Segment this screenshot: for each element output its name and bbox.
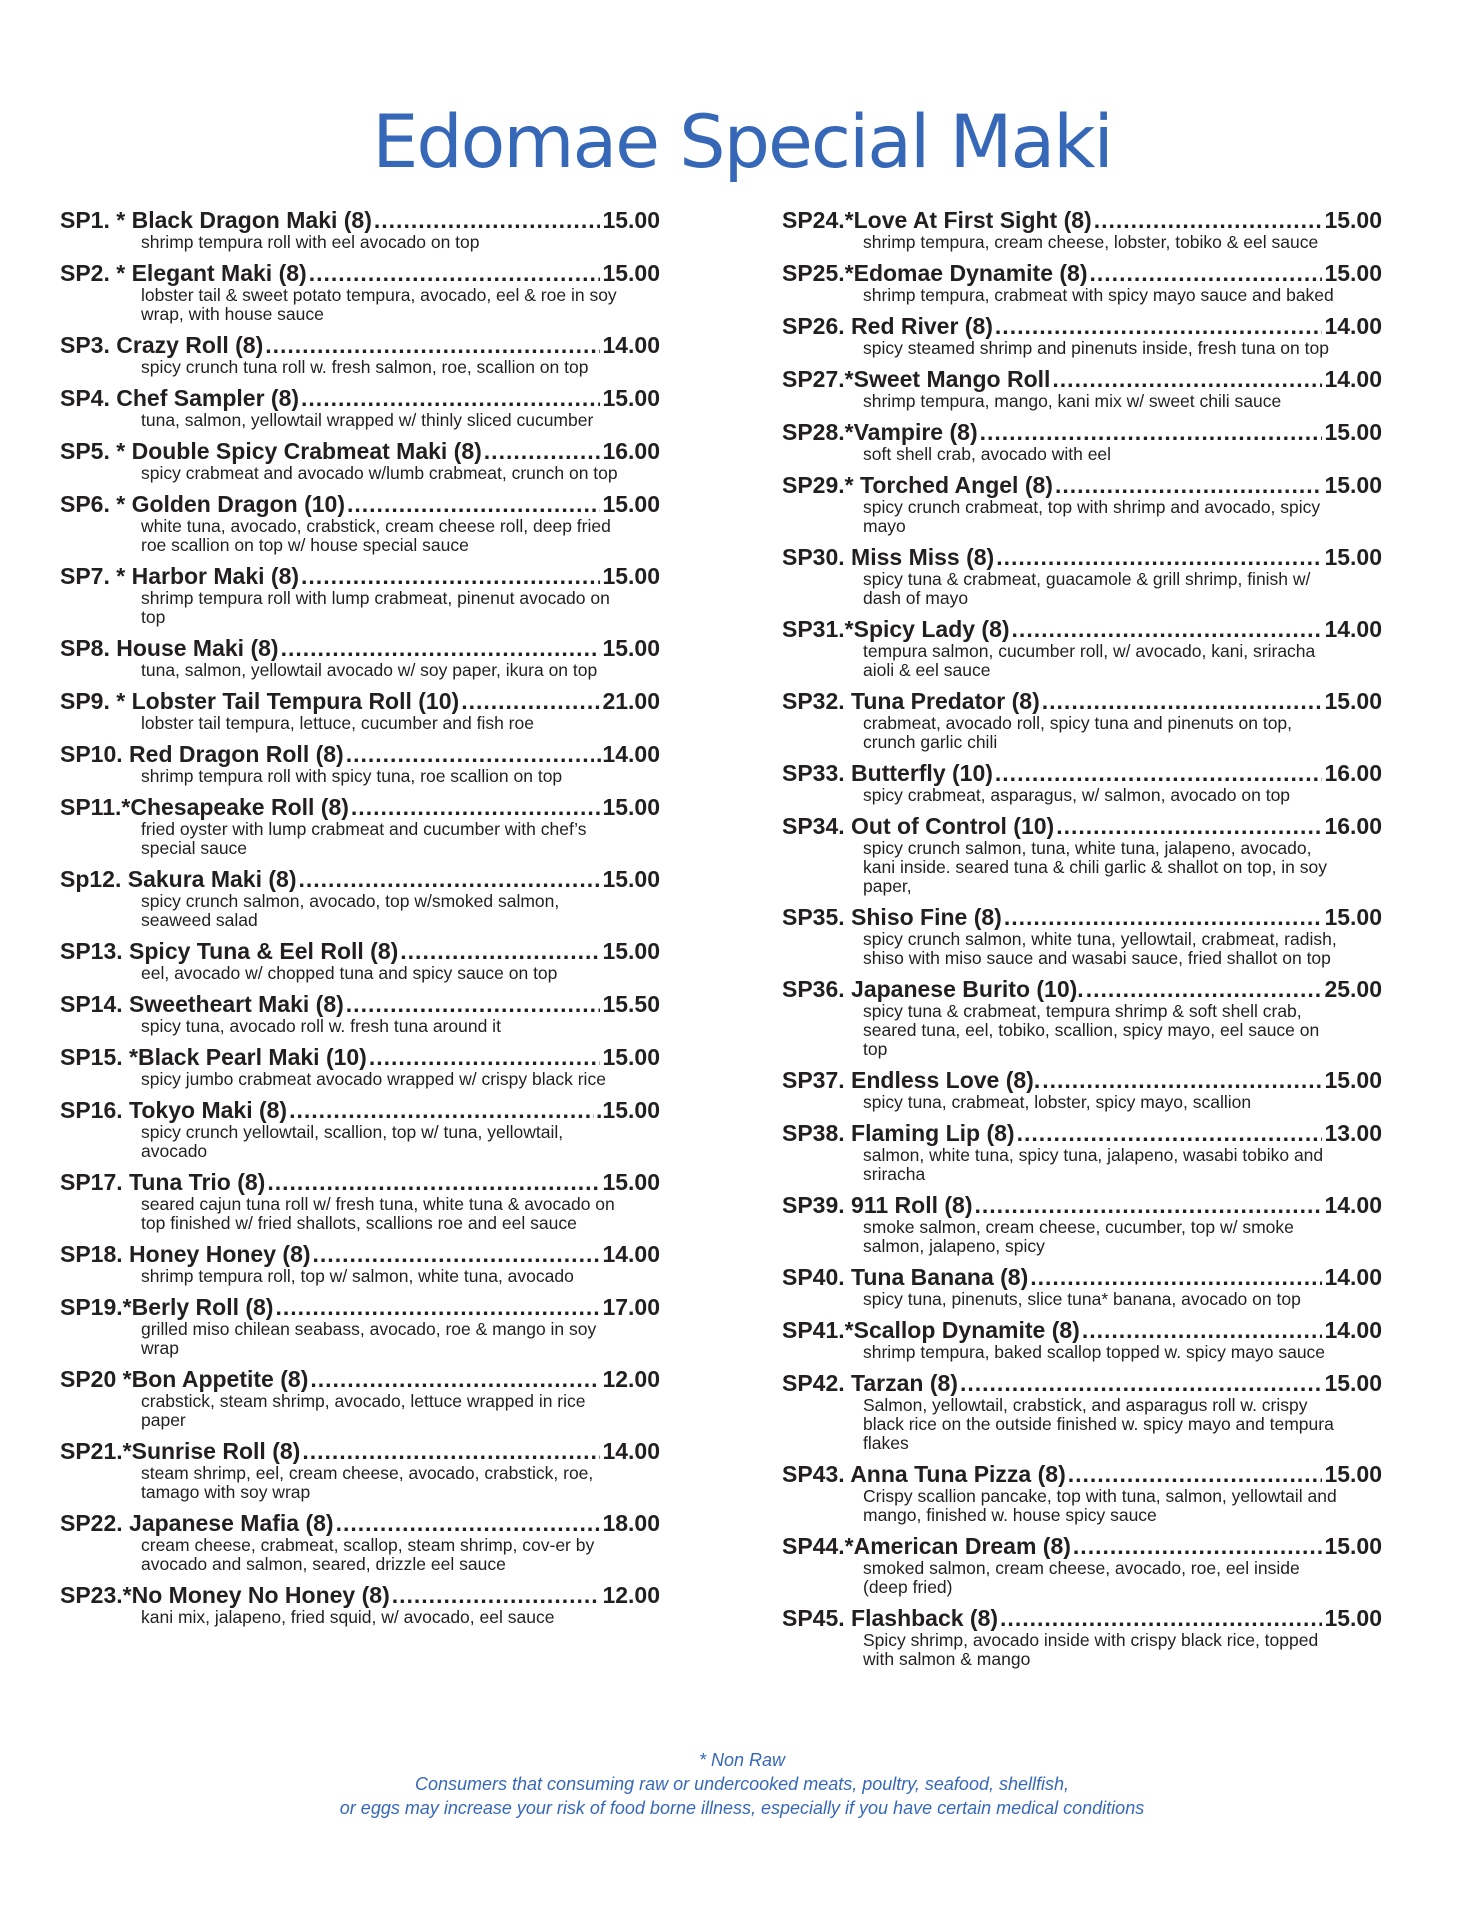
menu-item-name: SP37. Endless Love (8). bbox=[782, 1067, 1041, 1093]
menu-item-header bbox=[60, 491, 660, 517]
menu-item-name: SP11.*Chesapeake Roll (8) bbox=[60, 794, 349, 820]
menu-item-name: SP5. * Double Spicy Crabmeat Maki (8) bbox=[60, 438, 482, 464]
menu-item-price: 16.00 bbox=[602, 438, 660, 464]
menu-item bbox=[782, 1264, 1382, 1309]
menu-item-name: SP44.*American Dream (8) bbox=[782, 1533, 1071, 1559]
page-title: Edomae Special Maki bbox=[372, 100, 1112, 185]
menu-item bbox=[60, 1582, 660, 1627]
menu-item-name: SP16. Tokyo Maki (8) bbox=[60, 1097, 288, 1123]
menu-item-description: steam shrimp, eel, cream cheese, avocado, crabstick, roe, tamago with soy wrap bbox=[141, 1463, 594, 1502]
dot-leader bbox=[995, 313, 1323, 339]
menu-item bbox=[782, 207, 1382, 252]
menu-item-price: 14.00 bbox=[1324, 1192, 1382, 1218]
menu-item bbox=[60, 491, 660, 555]
menu-item-name: SP26. Red River (8) bbox=[782, 313, 993, 339]
menu-item bbox=[782, 544, 1382, 608]
dot-leader bbox=[1086, 976, 1323, 1002]
menu-item bbox=[782, 1605, 1382, 1669]
health-warning-line-1: Consumers that consuming raw or undercooked meats, poultry, seafood, shellfish, bbox=[415, 1774, 1069, 1794]
dot-leader bbox=[484, 438, 601, 464]
menu-item-description: soft shell crab, avocado with eel bbox=[863, 444, 1112, 464]
menu-item-name: SP17. Tuna Trio (8) bbox=[60, 1169, 266, 1195]
menu-item-description: shrimp tempura, baked scallop topped w. spicy mayo sauce bbox=[863, 1342, 1326, 1362]
menu-item bbox=[60, 207, 660, 252]
menu-item-description: seared cajun tuna roll w/ fresh tuna, white tuna & avocado on top finished w/ fried shallots, scallions roe and eel sauce bbox=[141, 1194, 615, 1233]
menu-item-header bbox=[60, 938, 660, 964]
dot-leader bbox=[1042, 1067, 1322, 1093]
menu-item-header bbox=[60, 438, 660, 464]
menu-item-description: shrimp tempura, cream cheese, lobster, tobiko & eel sauce bbox=[863, 232, 1319, 252]
dot-leader bbox=[281, 635, 601, 661]
dot-leader bbox=[400, 938, 600, 964]
menu-item-description: kani mix, jalapeno, fried squid, w/ avocado, eel sauce bbox=[141, 1607, 555, 1627]
menu-item-name: SP38. Flaming Lip (8) bbox=[782, 1120, 1015, 1146]
menu-item-description: smoked salmon, cream cheese, avocado, roe, eel inside (deep fried) bbox=[863, 1558, 1300, 1597]
dot-leader bbox=[461, 688, 600, 714]
menu-item bbox=[60, 938, 660, 983]
menu-item bbox=[60, 1169, 660, 1233]
dot-leader bbox=[995, 760, 1323, 786]
menu-item-price: 18.00 bbox=[602, 1510, 660, 1536]
menu-item-header bbox=[782, 207, 1382, 233]
menu-item-header bbox=[782, 419, 1382, 445]
menu-item-name: SP8. House Maki (8) bbox=[60, 635, 279, 661]
menu-item-header bbox=[60, 332, 660, 358]
menu-item-header bbox=[782, 1067, 1382, 1093]
menu-item-description: spicy jumbo crabmeat avocado wrapped w/ crispy black rice bbox=[141, 1069, 606, 1089]
menu-item-header bbox=[782, 472, 1382, 498]
menu-item-description: shrimp tempura roll with eel avocado on top bbox=[141, 232, 480, 252]
menu-item bbox=[782, 366, 1382, 411]
dot-leader bbox=[302, 1438, 600, 1464]
menu-item-header bbox=[782, 904, 1382, 930]
dot-leader bbox=[1000, 1605, 1322, 1631]
menu-item bbox=[60, 1097, 660, 1161]
menu-item bbox=[782, 1120, 1382, 1184]
menu-item-price: 14.00 bbox=[602, 1241, 660, 1267]
dot-leader bbox=[289, 1097, 594, 1123]
menu-item-price: 15.00 bbox=[1324, 688, 1382, 714]
health-warning-line-2: or eggs may increase your risk of food borne illness, especially if you have certain medical conditions bbox=[339, 1798, 1145, 1818]
dot-leader bbox=[301, 385, 600, 411]
dot-leader bbox=[299, 866, 601, 892]
menu-item-name: SP9. * Lobster Tail Tempura Roll (10) bbox=[60, 688, 460, 714]
menu-item-description: shrimp tempura roll with lump crabmeat, pinenut avocado on top bbox=[141, 588, 610, 627]
dot-leader bbox=[351, 794, 601, 820]
menu-item-price: 17.00 bbox=[602, 1294, 660, 1320]
menu-item bbox=[782, 688, 1382, 752]
menu-item bbox=[782, 1317, 1382, 1362]
non-raw-note: * Non Raw bbox=[698, 1750, 786, 1770]
menu-item-header bbox=[60, 1510, 660, 1536]
menu-item-price: 14.00 bbox=[1324, 616, 1382, 642]
menu-item-name: SP27.*Sweet Mango Roll bbox=[782, 366, 1051, 392]
menu-item-header bbox=[60, 1097, 660, 1123]
dot-leader bbox=[346, 741, 594, 767]
menu-item-name: SP45. Flashback (8) bbox=[782, 1605, 999, 1631]
menu-item-price: 15.00 bbox=[1324, 1533, 1382, 1559]
menu-item bbox=[782, 1533, 1382, 1597]
menu-item-price: 15.00 bbox=[602, 866, 660, 892]
menu-item-description: lobster tail & sweet potato tempura, avocado, eel & roe in soy wrap, with house sauce bbox=[141, 285, 617, 324]
menu-item-description: spicy tuna & crabmeat, guacamole & grill shrimp, finish w/ dash of mayo bbox=[863, 569, 1311, 608]
footer-notice bbox=[0, 1748, 1484, 1820]
menu-item-description: spicy tuna, crabmeat, lobster, spicy mayo, scallion bbox=[863, 1092, 1252, 1112]
menu-item-header bbox=[782, 1317, 1382, 1343]
menu-item-header bbox=[60, 635, 660, 661]
dot-leader bbox=[347, 491, 600, 517]
menu-item-price: 15.00 bbox=[602, 491, 660, 517]
menu-item-header bbox=[60, 1582, 660, 1608]
menu-item-description: spicy crunch tuna roll w. fresh salmon, roe, scallion on top bbox=[141, 357, 589, 377]
menu-item-name: SP40. Tuna Banana (8) bbox=[782, 1264, 1029, 1290]
menu-item-name: SP15. *Black Pearl Maki (10) bbox=[60, 1044, 367, 1070]
menu-item-header bbox=[782, 616, 1382, 642]
menu-item-header bbox=[782, 976, 1382, 1002]
menu-item-description: spicy tuna, avocado roll w. fresh tuna around it bbox=[141, 1016, 501, 1036]
menu-item-header bbox=[782, 1370, 1382, 1396]
menu-item bbox=[782, 760, 1382, 805]
dot-leader bbox=[1042, 688, 1323, 714]
menu-item-header bbox=[60, 866, 660, 892]
menu-item-description: spicy crabmeat, asparagus, w/ salmon, avocado on top bbox=[863, 785, 1291, 805]
menu-item-name: SP13. Spicy Tuna & Eel Roll (8) bbox=[60, 938, 399, 964]
menu-item bbox=[782, 1192, 1382, 1256]
menu-item-price: 15.00 bbox=[1324, 1067, 1382, 1093]
menu-item-price: 15.00 bbox=[1324, 260, 1382, 286]
menu-item-name: SP14. Sweetheart Maki (8) bbox=[60, 991, 344, 1017]
menu-item-name: SP7. * Harbor Maki (8) bbox=[60, 563, 300, 589]
menu-item bbox=[60, 794, 660, 858]
dot-leader bbox=[310, 1366, 600, 1392]
menu-item-price: 16.00 bbox=[1324, 813, 1382, 839]
menu-item-price: 15.00 bbox=[602, 1044, 660, 1070]
menu-item bbox=[60, 1510, 660, 1574]
menu-item-price: 15.00 bbox=[602, 938, 660, 964]
menu-item bbox=[782, 419, 1382, 464]
menu-item-header bbox=[782, 1461, 1382, 1487]
menu-item-price: 15.00 bbox=[602, 260, 660, 286]
menu-item-description: Salmon, yellowtail, crabstick, and asparagus roll w. crispy black rice on the outside finished w. spicy mayo and tempura flakes bbox=[863, 1395, 1334, 1453]
menu-item-description: crabmeat, avocado roll, spicy tuna and pinenuts on top, crunch garlic chili bbox=[863, 713, 1293, 752]
menu-item-name: SP1. * Black Dragon Maki (8) bbox=[60, 207, 372, 233]
menu-item-name: SP23.*No Money No Honey (8) bbox=[60, 1582, 390, 1608]
menu-item-name: SP34. Out of Control (10) bbox=[782, 813, 1055, 839]
menu-item bbox=[782, 976, 1382, 1059]
menu-item-description: spicy crabmeat and avocado w/lumb crabmeat, crunch on top bbox=[141, 463, 618, 483]
dot-leader bbox=[267, 1169, 600, 1195]
dot-leader bbox=[1090, 260, 1323, 286]
menu-item bbox=[60, 1241, 660, 1286]
menu-item-name: SP20 *Bon Appetite (8) bbox=[60, 1366, 309, 1392]
menu-item-name: SP2. * Elegant Maki (8) bbox=[60, 260, 307, 286]
dot-leader bbox=[265, 332, 600, 358]
dot-leader bbox=[1012, 616, 1323, 642]
menu-item-description: Crispy scallion pancake, top with tuna, salmon, yellowtail and mango, finished w. house spicy sauce bbox=[863, 1486, 1337, 1525]
menu-item-header bbox=[782, 544, 1382, 570]
menu-item-price: 15.00 bbox=[602, 207, 660, 233]
menu-item-price: 15.00 bbox=[1324, 207, 1382, 233]
dot-leader bbox=[1073, 1533, 1323, 1559]
menu-item-header bbox=[782, 1264, 1382, 1290]
menu-item-header bbox=[782, 1192, 1382, 1218]
menu-item-name: Sp12. Sakura Maki (8) bbox=[60, 866, 297, 892]
menu-item-price: 15.00 bbox=[1324, 419, 1382, 445]
dot-leader bbox=[301, 563, 600, 589]
menu-item-price: 15.00 bbox=[1324, 904, 1382, 930]
dot-leader bbox=[374, 207, 601, 233]
menu-item bbox=[782, 1461, 1382, 1525]
menu-item-name: SP25.*Edomae Dynamite (8) bbox=[782, 260, 1088, 286]
menu-item bbox=[60, 438, 660, 483]
menu-item-name: SP4. Chef Sampler (8) bbox=[60, 385, 300, 411]
menu-item bbox=[782, 1370, 1382, 1453]
menu-item bbox=[782, 313, 1382, 358]
menu-item-name: SP30. Miss Miss (8) bbox=[782, 544, 995, 570]
menu-item-name: SP42. Tarzan (8) bbox=[782, 1370, 958, 1396]
menu-column-right bbox=[782, 207, 1382, 1677]
menu-item-description: spicy tuna, pinenuts, slice tuna* banana, avocado on top bbox=[863, 1289, 1301, 1309]
dot-leader bbox=[1055, 472, 1322, 498]
menu-item-price: 12.00 bbox=[602, 1582, 660, 1608]
menu-item-header bbox=[782, 760, 1382, 786]
menu-item-price: 12.00 bbox=[602, 1366, 660, 1392]
menu-column-left bbox=[60, 207, 660, 1635]
menu-item-price: 14.00 bbox=[602, 1438, 660, 1464]
dot-leader bbox=[275, 1294, 600, 1320]
menu-item-description: Spicy shrimp, avocado inside with crispy black rice, topped with salmon & mango bbox=[863, 1630, 1319, 1669]
menu-item-header bbox=[60, 1438, 660, 1464]
menu-item-header bbox=[782, 688, 1382, 714]
menu-item-price: .15.00 bbox=[596, 1097, 660, 1123]
menu-item bbox=[60, 1294, 660, 1358]
menu-item bbox=[60, 1044, 660, 1089]
dot-leader bbox=[309, 260, 601, 286]
menu-item-price: 21.00 bbox=[602, 688, 660, 714]
menu-item-description: cream cheese, crabmeat, scallop, steam shrimp, cov-er by avocado and salmon, seared, drizzle eel sauce bbox=[141, 1535, 595, 1574]
menu-item-description: spicy crunch salmon, avocado, top w/smoked salmon, seaweed salad bbox=[141, 891, 560, 930]
dot-leader bbox=[960, 1370, 1322, 1396]
menu-item-price: 16.00 bbox=[1324, 760, 1382, 786]
menu-item-description: spicy crunch salmon, tuna, white tuna, jalapeno, avocado, kani inside. seared tuna & chili garlic & shallot on top, in soy paper, bbox=[863, 838, 1328, 896]
menu-item-name: SP33. Butterfly (10) bbox=[782, 760, 993, 786]
dot-leader bbox=[1017, 1120, 1323, 1146]
menu-item-name: SP36. Japanese Burito (10). bbox=[782, 976, 1084, 1002]
menu-item bbox=[60, 991, 660, 1036]
menu-item-header bbox=[782, 1605, 1382, 1631]
menu-item-price: 15.00 bbox=[602, 635, 660, 661]
menu-item-description: lobster tail tempura, lettuce, cucumber and fish roe bbox=[141, 713, 534, 733]
menu-item bbox=[782, 1067, 1382, 1112]
menu-item-description: grilled miso chilean seabass, avocado, roe & mango in soy wrap bbox=[141, 1319, 597, 1358]
dot-leader bbox=[392, 1582, 601, 1608]
menu-item-description: fried oyster with lump crabmeat and cucumber with chef’s special sauce bbox=[141, 819, 587, 858]
menu-item bbox=[60, 1438, 660, 1502]
menu-item-header bbox=[60, 991, 660, 1017]
menu-item-description: smoke salmon, cream cheese, cucumber, top w/ smoke salmon, jalapeno, spicy bbox=[863, 1217, 1294, 1256]
menu-item-name: SP39. 911 Roll (8) bbox=[782, 1192, 973, 1218]
menu-item-price: 15.00 bbox=[1324, 1370, 1382, 1396]
menu-item bbox=[782, 904, 1382, 968]
menu-item-header bbox=[782, 366, 1382, 392]
menu-item-description: spicy tuna & crabmeat, tempura shrimp & soft shell crab, seared tuna, eel, tobiko, scallion, spicy mayo, eel sauce on top bbox=[863, 1001, 1320, 1059]
menu-item-name: SP6. * Golden Dragon (10) bbox=[60, 491, 345, 517]
menu-item-name: SP21.*Sunrise Roll (8) bbox=[60, 1438, 301, 1464]
menu-item-description: spicy crunch salmon, white tuna, yellowtail, crabmeat, radish, shiso with miso sauce and wasabi sauce, fried shallot on top bbox=[863, 929, 1337, 968]
menu-item-price: 14.00 bbox=[1324, 366, 1382, 392]
menu-item-header bbox=[60, 260, 660, 286]
menu-item-price: 15.00 bbox=[1324, 1461, 1382, 1487]
menu-item bbox=[782, 616, 1382, 680]
menu-item-price: 14.00 bbox=[1324, 1317, 1382, 1343]
menu-item-header bbox=[782, 813, 1382, 839]
menu-item-price: 15.50 bbox=[602, 991, 660, 1017]
menu-item-header bbox=[60, 207, 660, 233]
menu-item bbox=[60, 385, 660, 430]
menu-item-description: salmon, white tuna, spicy tuna, jalapeno, wasabi tobiko and sriracha bbox=[863, 1145, 1324, 1184]
menu-item-name: SP31.*Spicy Lady (8) bbox=[782, 616, 1010, 642]
menu-item bbox=[782, 472, 1382, 536]
menu-item-price: 15.00 bbox=[1324, 1605, 1382, 1631]
menu-item-name: SP43. Anna Tuna Pizza (8) bbox=[782, 1461, 1066, 1487]
dot-leader bbox=[974, 1192, 1322, 1218]
menu-item bbox=[782, 260, 1382, 305]
menu-item-name: SP29.* Torched Angel (8) bbox=[782, 472, 1053, 498]
dot-leader bbox=[1056, 813, 1322, 839]
menu-item-description: tuna, salmon, yellowtail wrapped w/ thinly sliced cucumber bbox=[141, 410, 594, 430]
menu-item-description: eel, avocado w/ chopped tuna and spicy sauce on top bbox=[141, 963, 558, 983]
menu-item-name: SP10. Red Dragon Roll (8) bbox=[60, 741, 344, 767]
menu-item-name: SP22. Japanese Mafia (8) bbox=[60, 1510, 334, 1536]
dot-leader bbox=[980, 419, 1323, 445]
menu-item-description: white tuna, avocado, crabstick, cream cheese roll, deep fried roe scallion on top w/ house special sauce bbox=[141, 516, 611, 555]
menu-item-price: 15.00 bbox=[602, 563, 660, 589]
menu-item-name: SP41.*Scallop Dynamite (8) bbox=[782, 1317, 1080, 1343]
menu-item-name: SP18. Honey Honey (8) bbox=[60, 1241, 311, 1267]
menu-item-name: SP3. Crazy Roll (8) bbox=[60, 332, 264, 358]
menu-item-header bbox=[60, 741, 660, 767]
dot-leader bbox=[336, 1510, 601, 1536]
menu-item bbox=[60, 688, 660, 733]
dot-leader bbox=[1082, 1317, 1323, 1343]
menu-item-header bbox=[60, 794, 660, 820]
menu-item-price: 13.00 bbox=[1324, 1120, 1382, 1146]
menu-item-price: 14.00 bbox=[602, 332, 660, 358]
menu-item-header bbox=[782, 313, 1382, 339]
dot-leader bbox=[1068, 1461, 1323, 1487]
menu-item-name: SP28.*Vampire (8) bbox=[782, 419, 978, 445]
menu-item-header bbox=[782, 1533, 1382, 1559]
menu-item-header bbox=[60, 563, 660, 589]
menu-item-header bbox=[60, 385, 660, 411]
menu-item bbox=[60, 563, 660, 627]
menu-item-description: shrimp tempura roll with spicy tuna, roe scallion on top bbox=[141, 766, 563, 786]
menu-item-header bbox=[60, 1169, 660, 1195]
menu-item-description: tuna, salmon, yellowtail avocado w/ soy paper, ikura on top bbox=[141, 660, 598, 680]
menu-item-description: spicy crunch yellowtail, scallion, top w/ tuna, yellowtail, avocado bbox=[141, 1122, 564, 1161]
menu-item bbox=[60, 332, 660, 377]
menu-item-description: tempura salmon, cucumber roll, w/ avocado, kani, sriracha aioli & eel sauce bbox=[863, 641, 1316, 680]
menu-item-name: SP35. Shiso Fine (8) bbox=[782, 904, 1002, 930]
menu-item-header bbox=[60, 1044, 660, 1070]
menu-item-header bbox=[60, 688, 660, 714]
dot-leader bbox=[996, 544, 1322, 570]
menu-item-description: crabstick, steam shrimp, avocado, lettuce wrapped in rice paper bbox=[141, 1391, 586, 1430]
menu-item-header bbox=[782, 1120, 1382, 1146]
menu-item-name: SP24.*Love At First Sight (8) bbox=[782, 207, 1092, 233]
dot-leader bbox=[1052, 366, 1322, 392]
menu-item-price: 15.00 bbox=[1324, 472, 1382, 498]
menu-item-price: 25.00 bbox=[1324, 976, 1382, 1002]
menu-item-description: spicy crunch crabmeat, top with shrimp and avocado, spicy mayo bbox=[863, 497, 1321, 536]
dot-leader bbox=[369, 1044, 601, 1070]
menu-item-price: 15.00 bbox=[1324, 544, 1382, 570]
menu-item-description: shrimp tempura roll, top w/ salmon, white tuna, avocado bbox=[141, 1266, 574, 1286]
menu-item-header bbox=[782, 260, 1382, 286]
menu-item-description: shrimp tempura, crabmeat with spicy mayo sauce and baked bbox=[863, 285, 1334, 305]
menu-item-price: 14.00 bbox=[1324, 313, 1382, 339]
menu-item-name: SP32. Tuna Predator (8) bbox=[782, 688, 1040, 714]
menu-item bbox=[60, 866, 660, 930]
menu-item bbox=[782, 813, 1382, 896]
menu-item-header bbox=[60, 1294, 660, 1320]
menu-item-price: 15.00 bbox=[602, 794, 660, 820]
menu-item-description: spicy steamed shrimp and pinenuts inside, fresh tuna on top bbox=[863, 338, 1329, 358]
dot-leader bbox=[346, 991, 601, 1017]
menu-item bbox=[60, 1366, 660, 1430]
dot-leader bbox=[1004, 904, 1323, 930]
menu-item bbox=[60, 741, 660, 786]
menu-item-description: shrimp tempura, mango, kani mix w/ sweet chili sauce bbox=[863, 391, 1282, 411]
menu-item-price: 15.00 bbox=[602, 1169, 660, 1195]
menu-item-name: SP19.*Berly Roll (8) bbox=[60, 1294, 274, 1320]
menu-item bbox=[60, 635, 660, 680]
dot-leader bbox=[1030, 1264, 1322, 1290]
menu-item-header bbox=[60, 1241, 660, 1267]
menu-item-price: 15.00 bbox=[602, 385, 660, 411]
menu-item-price: .14.00 bbox=[596, 741, 660, 767]
dot-leader bbox=[313, 1241, 601, 1267]
dot-leader bbox=[1094, 207, 1323, 233]
menu-item bbox=[60, 260, 660, 324]
menu-item-header bbox=[60, 1366, 660, 1392]
menu-item-price: 14.00 bbox=[1324, 1264, 1382, 1290]
